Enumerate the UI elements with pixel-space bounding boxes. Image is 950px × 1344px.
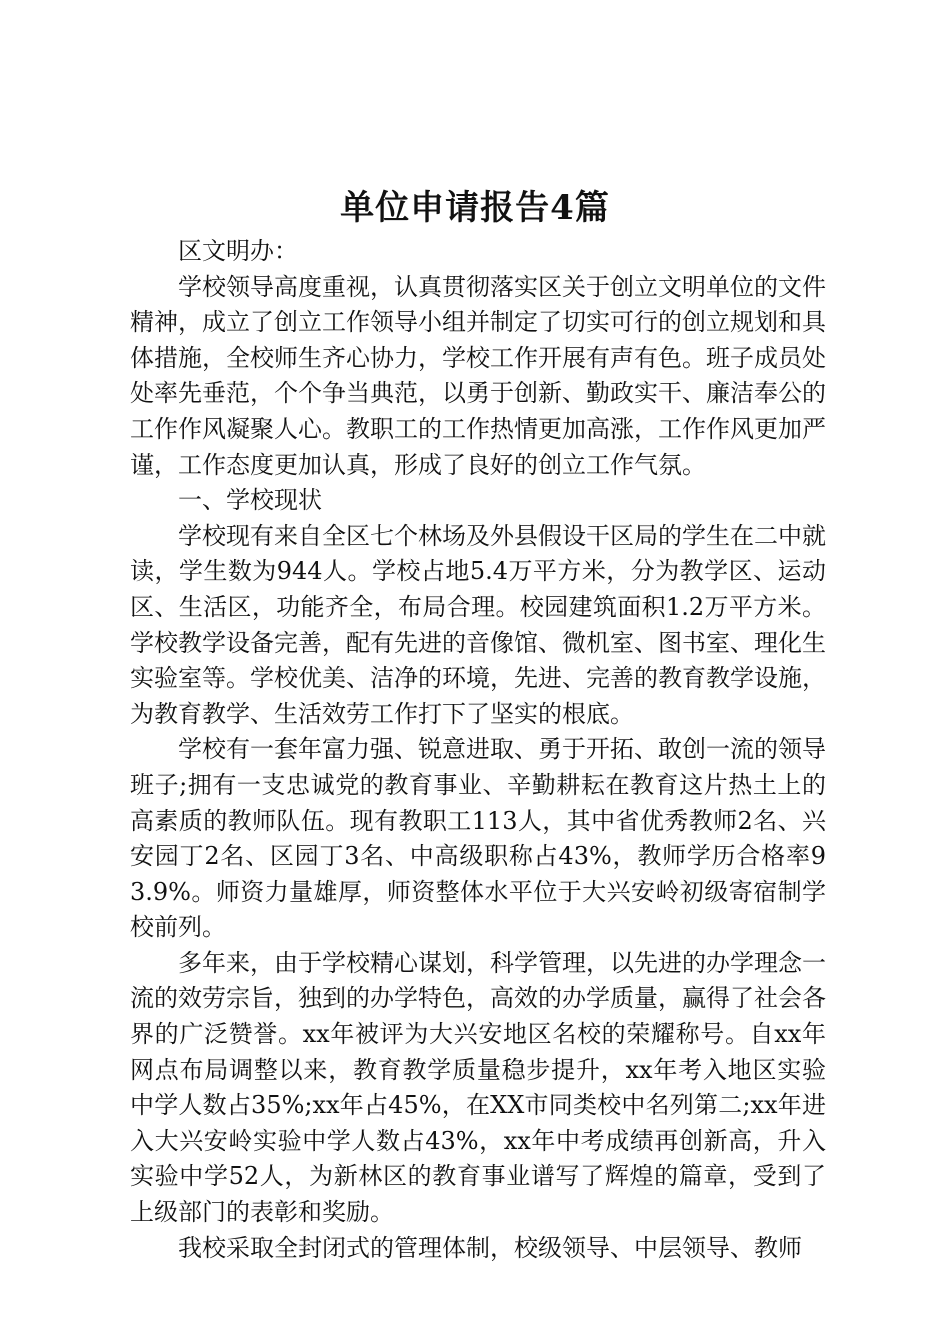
document-title: 单位申请报告4篇 — [340, 188, 610, 228]
paragraph-intro: 学校领导高度重视，认真贯彻落实区关于创立文明单位的文件精神，成立了创立工作领导小组并制定了切实可行的创立规划和具体措施，全校师生齐心协力，学校工作开展有声有色。班子成员处处率先垂范，个个争当典范，以勇于创新、勤政实干、廉洁奉公的工作作风凝聚人心。教职工的工作热情更加高涨，工作作风更加严谨，工作态度更加认真，形成了良好的创立工作气氛。 — [130, 272, 826, 479]
paragraph-school-overview: 学校现有来自全区七个林场及外县假设干区局的学生在二中就读，学生数为944人。学校占地5.4万平方米，分为教学区、运动区、生活区，功能齐全，布局合理。校园建筑面积1.2万平方米。学校教学设备完善，配有先进的音像馆、微机室、图书室、理化生实验室等。学校优美、洁净的环境，先进、完善的教育教学设施，为教育教学、生活效劳工作打下了坚实的根底。 — [130, 521, 826, 728]
paragraph-management: 我校采取全封闭式的管理体制，校级领导、中层领导、教师 — [178, 1233, 802, 1262]
salutation: 区文明办： — [178, 237, 298, 265]
document-body — [130, 234, 826, 1266]
paragraph-staff: 学校有一套年富力强、锐意进取、勇于开拓、敢创一流的领导班子;拥有一支忠诚党的教育事业、辛勤耕耘在教育这片热土上的高素质的教师队伍。现有教职工113人，其中省优秀教师2名、兴安园丁2名、区园丁3名、中高级职称占43%，教师学历合格率93.9%。师资力量雄厚，师资整体水平位于大兴安岭初级寄宿制学校前列。 — [130, 735, 826, 942]
section-heading-school-status: 一、学校现状 — [178, 486, 322, 515]
paragraph-achievements: 多年来，由于学校精心谋划，科学管理，以先进的办学理念一流的效劳宗旨，独到的办学特色，高效的办学质量，赢得了社会各界的广泛赞誉。xx年被评为大兴安地区名校的荣耀称号。自xx年网点布局调整以来，教育教学质量稳步提升，xx年考入地区实验中学人数占35%;xx年占45%，在XX市同类校中名列第二;xx年进入大兴安岭实验中学人数占43%，xx年中考成绩再创新高，升入实验中学52人，为新林区的教育事业谱写了辉煌的篇章，受到了上级部门的表彰和奖励。 — [130, 948, 826, 1227]
